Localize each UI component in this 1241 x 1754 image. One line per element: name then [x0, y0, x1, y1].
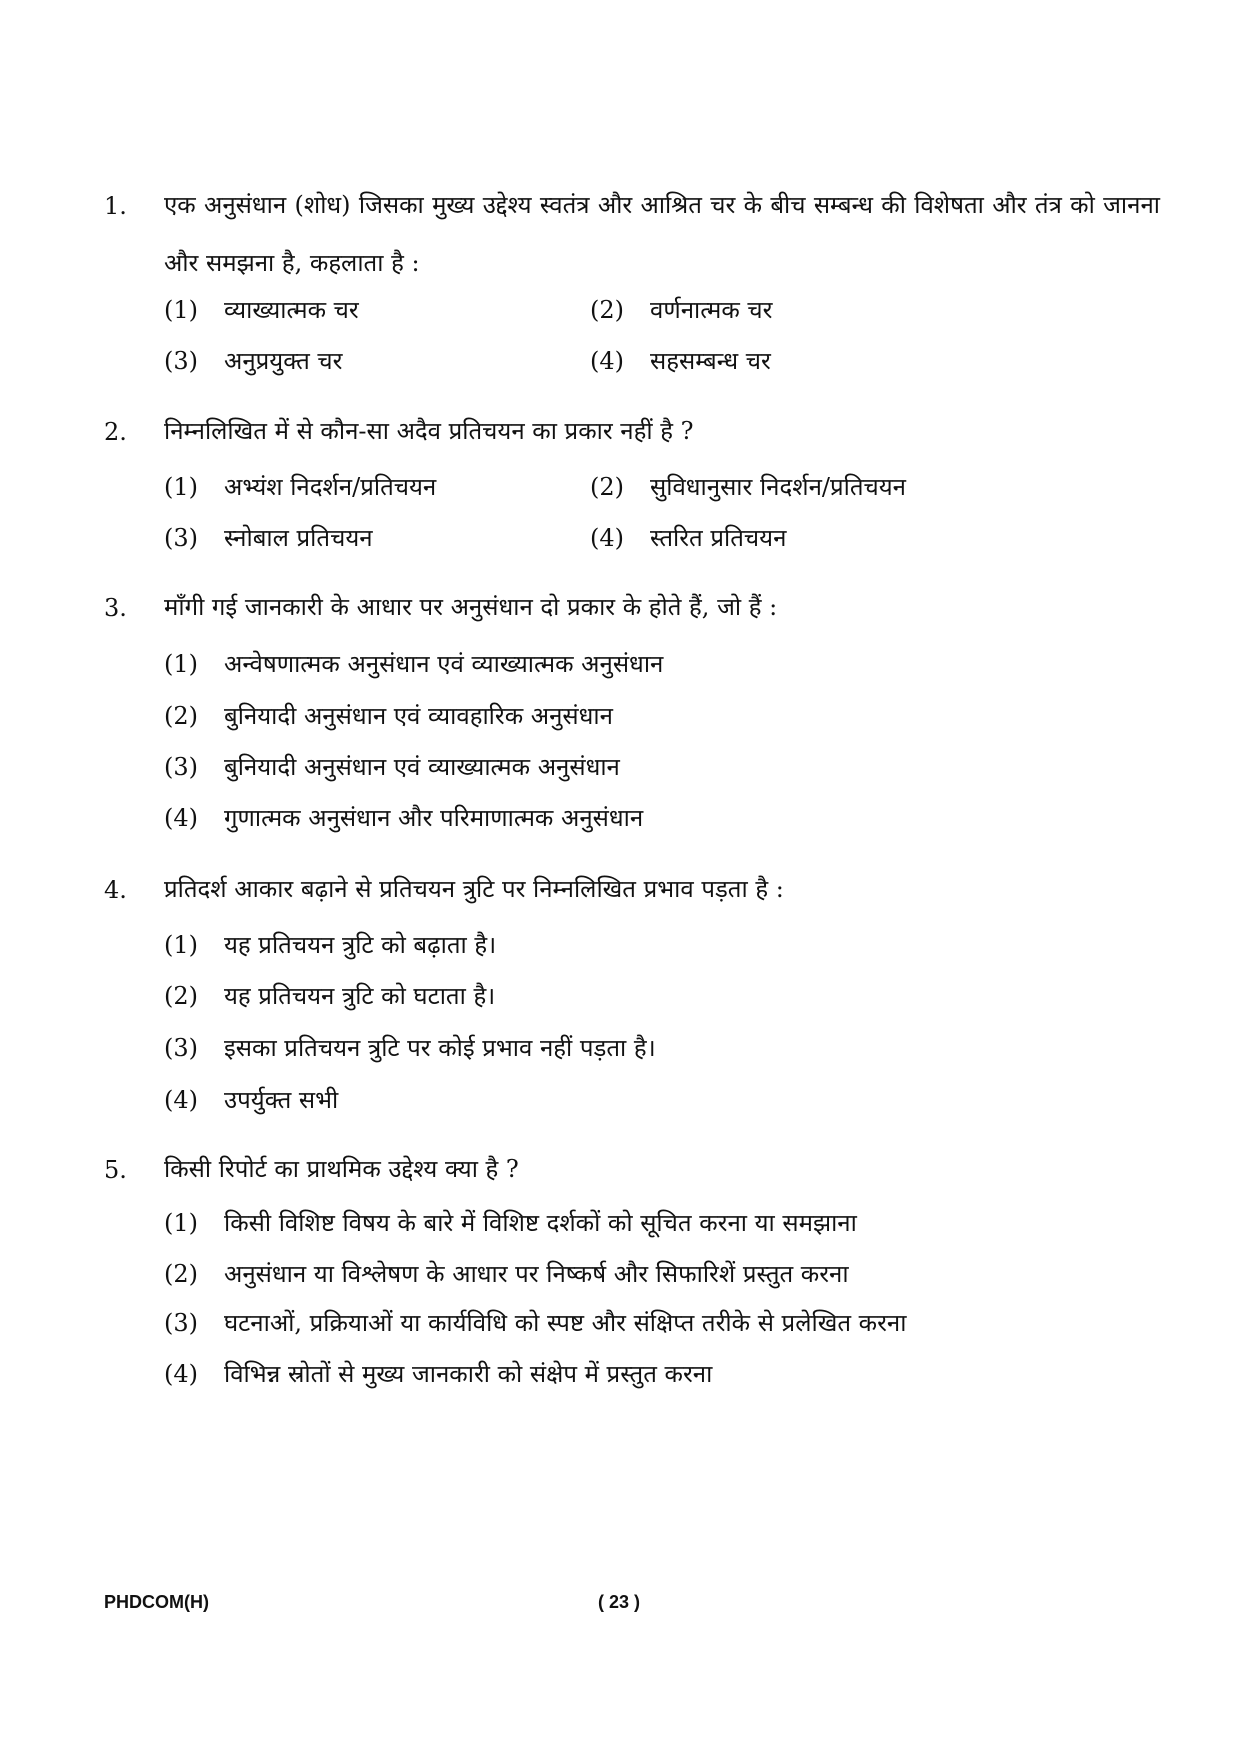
option-text: यह प्रतिचयन त्रुटि को घटाता है। [224, 982, 496, 1010]
option-number: (1) [164, 473, 198, 501]
option-number: (1) [164, 650, 198, 678]
option-text: व्याख्यात्मक चर [224, 296, 359, 324]
option-text: किसी विशिष्ट विषय के बारे में विशिष्ट दर्शकों को सूचित करना या समझाना [224, 1209, 857, 1237]
option-item [590, 518, 786, 558]
option-text: उपर्युक्त सभी [224, 1086, 339, 1114]
option-number: (4) [164, 804, 198, 832]
option-item [164, 747, 620, 787]
option-item [590, 290, 772, 330]
question-text: माँगी गई जानकारी के आधार पर अनुसंधान दो प्रकार के होते हैं, जो हैं : [164, 593, 778, 621]
option-item [164, 1028, 656, 1068]
option-item [164, 1080, 338, 1120]
option-item [164, 341, 342, 381]
question-text: प्रतिदर्श आकार बढ़ाने से प्रतिचयन त्रुटि पर निम्नलिखित प्रभाव पड़ता है : [164, 875, 784, 903]
option-number: (3) [164, 753, 198, 781]
question-number: 5. [104, 1156, 127, 1184]
option-number: (3) [164, 1309, 198, 1337]
paper-code: PHDCOM(H) [104, 1592, 209, 1612]
option-number: (2) [590, 296, 624, 324]
option-number: (2) [590, 473, 624, 501]
option-text: गुणात्मक अनुसंधान और परिमाणात्मक अनुसंधान [224, 804, 644, 832]
option-number: (1) [164, 931, 198, 959]
question-text: किसी रिपोर्ट का प्राथमिक उद्देश्य क्या है ? [164, 1155, 519, 1183]
option-item [164, 644, 663, 684]
option-item [164, 1203, 857, 1243]
option-number: (2) [164, 702, 198, 730]
option-text: घटनाओं, प्रक्रियाओं या कार्यविधि को स्पष्ट और संक्षिप्त तरीके से प्रलेखित करना [224, 1309, 907, 1337]
option-item [164, 976, 495, 1016]
option-number: (4) [164, 1086, 198, 1114]
option-text: सुविधानुसार निदर्शन/प्रतिचयन [650, 473, 907, 501]
option-item [164, 467, 436, 507]
question-number: 2. [104, 418, 127, 446]
option-text: अन्वेषणात्मक अनुसंधान एवं व्याख्यात्मक अनुसंधान [224, 650, 664, 678]
option-text: विभिन्न स्रोतों से मुख्य जानकारी को संक्षेप में प्रस्तुत करना [224, 1360, 713, 1388]
option-number: (3) [164, 524, 198, 552]
option-number: (3) [164, 1034, 198, 1062]
question-number: 1. [104, 192, 127, 220]
option-text: अनुप्रयुक्त चर [224, 347, 343, 375]
option-item [590, 467, 906, 507]
option-number: (4) [590, 347, 624, 375]
option-text: बुनियादी अनुसंधान एवं व्याख्यात्मक अनुसंधान [224, 753, 620, 781]
option-text: यह प्रतिचयन त्रुटि को बढ़ाता है। [224, 931, 497, 959]
page-number: ( 23 ) [598, 1592, 641, 1612]
option-item [164, 518, 373, 558]
option-text: स्नोबाल प्रतिचयन [224, 524, 373, 552]
option-item [164, 1303, 906, 1343]
option-item [164, 1254, 849, 1294]
option-item [164, 696, 613, 736]
option-text: अनुसंधान या विश्लेषण के आधार पर निष्कर्ष और सिफारिशें प्रस्तुत करना [224, 1260, 849, 1288]
option-number: (4) [590, 524, 624, 552]
option-text: वर्णनात्मक चर [650, 296, 773, 324]
option-text: इसका प्रतिचयन त्रुटि पर कोई प्रभाव नहीं पड़ता है। [224, 1034, 656, 1062]
option-text: अभ्यंश निदर्शन/प्रतिचयन [224, 473, 437, 501]
question-number: 3. [104, 594, 127, 622]
option-number: (1) [164, 296, 198, 324]
option-item [164, 798, 643, 838]
option-number: (2) [164, 982, 198, 1010]
question-number: 4. [104, 876, 127, 904]
option-number: (1) [164, 1209, 198, 1237]
option-item [164, 925, 496, 965]
option-item [590, 341, 771, 381]
option-number: (2) [164, 1260, 198, 1288]
option-item [164, 1354, 712, 1394]
question-text: निम्नलिखित में से कौन-सा अदैव प्रतिचयन का प्रकार नहीं है ? [164, 417, 694, 445]
question-text: एक अनुसंधान (शोध) जिसका मुख्य उद्देश्य स्वतंत्र और आश्रित चर के बीच सम्बन्ध की विशेषता और तंत्र को जानना और समझना है, कहलाता है : [164, 191, 1160, 277]
option-text: स्तरित प्रतिचयन [650, 524, 787, 552]
option-number: (3) [164, 347, 198, 375]
option-text: बुनियादी अनुसंधान एवं व्यावहारिक अनुसंधान [224, 702, 613, 730]
option-text: सहसम्बन्ध चर [650, 347, 771, 375]
option-number: (4) [164, 1360, 198, 1388]
option-item [164, 290, 359, 330]
